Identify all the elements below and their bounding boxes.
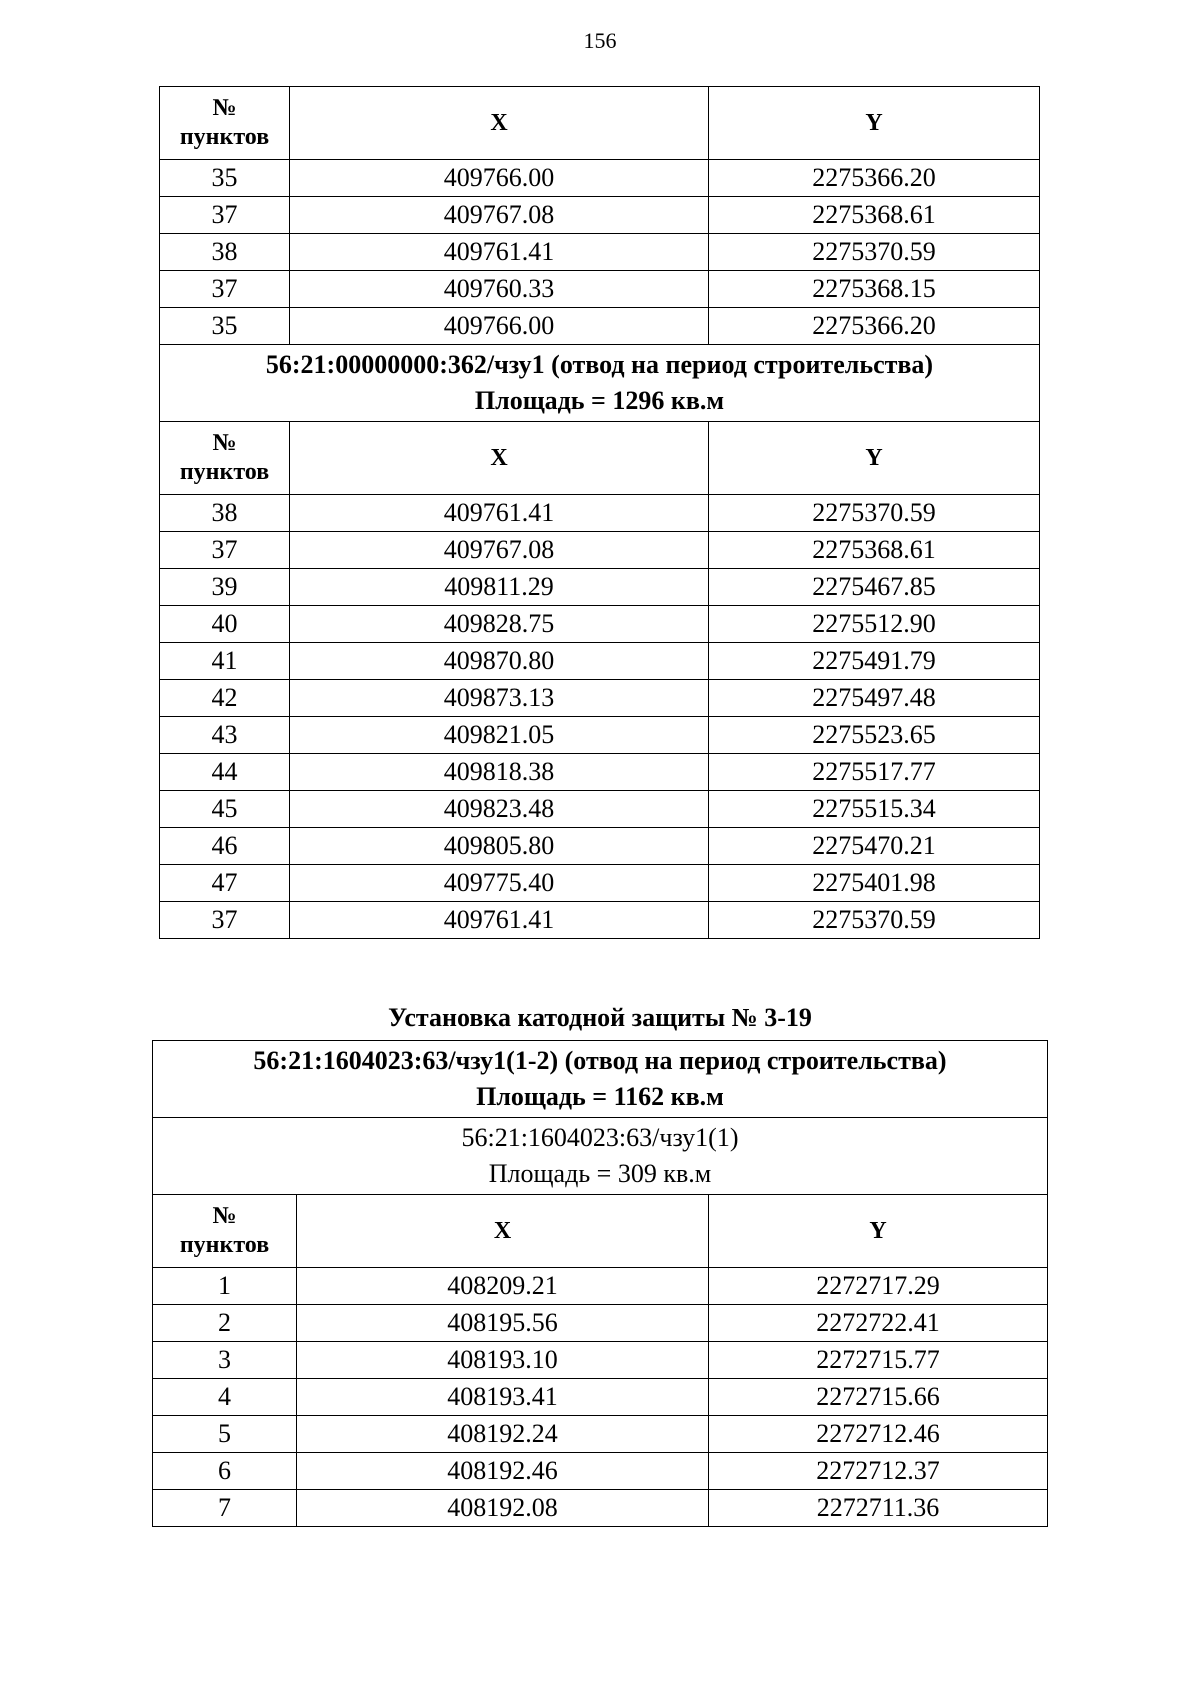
page-number: 156 bbox=[583, 28, 617, 53]
x-coordinate-cell: 409760.33 bbox=[290, 271, 709, 308]
point-number-cell: 37 bbox=[160, 271, 290, 308]
point-number-header: № пунктов bbox=[160, 422, 290, 495]
table-row bbox=[160, 865, 1040, 902]
y-coordinate-cell: 2275467.85 bbox=[709, 569, 1040, 606]
y-coordinate-cell: 2275370.59 bbox=[709, 234, 1040, 271]
table-row bbox=[160, 160, 1040, 197]
table-row bbox=[153, 1416, 1048, 1453]
section-title: 56:21:00000000:362/чзу1 (отвод на период строительства) Площадь = 1296 кв.м bbox=[160, 345, 1040, 422]
table-header-row bbox=[160, 87, 1040, 160]
x-header: X bbox=[297, 1195, 709, 1268]
y-coordinate-cell: 2272712.37 bbox=[709, 1453, 1048, 1490]
x-coordinate-cell: 409761.41 bbox=[290, 234, 709, 271]
y-header: Y bbox=[709, 87, 1040, 160]
table-row bbox=[160, 308, 1040, 345]
x-coordinate-cell: 408193.41 bbox=[297, 1379, 709, 1416]
table-row bbox=[160, 680, 1040, 717]
y-coordinate-cell: 2275517.77 bbox=[709, 754, 1040, 791]
point-number-cell: 35 bbox=[160, 160, 290, 197]
point-number-cell: 1 bbox=[153, 1268, 297, 1305]
point-number-cell: 37 bbox=[160, 532, 290, 569]
point-number-cell: 4 bbox=[153, 1379, 297, 1416]
table-row bbox=[160, 791, 1040, 828]
table-row bbox=[160, 495, 1040, 532]
table-row bbox=[160, 828, 1040, 865]
point-number-cell: 45 bbox=[160, 791, 290, 828]
table-row bbox=[160, 197, 1040, 234]
y-coordinate-cell: 2275368.61 bbox=[709, 197, 1040, 234]
table-row bbox=[153, 1305, 1048, 1342]
x-coordinate-cell: 409766.00 bbox=[290, 308, 709, 345]
point-number-cell: 2 bbox=[153, 1305, 297, 1342]
subsection-title-row bbox=[153, 1118, 1048, 1195]
y-header: Y bbox=[709, 422, 1040, 495]
x-coordinate-cell: 409870.80 bbox=[290, 643, 709, 680]
y-coordinate-cell: 2272715.77 bbox=[709, 1342, 1048, 1379]
coordinates-table-2 bbox=[152, 1040, 1048, 1527]
point-number-header: № пунктов bbox=[153, 1195, 297, 1268]
y-coordinate-cell: 2275368.15 bbox=[709, 271, 1040, 308]
y-coordinate-cell: 2275401.98 bbox=[709, 865, 1040, 902]
x-header: X bbox=[290, 87, 709, 160]
x-coordinate-cell: 409766.00 bbox=[290, 160, 709, 197]
table-row bbox=[160, 532, 1040, 569]
point-number-cell: 37 bbox=[160, 197, 290, 234]
x-coordinate-cell: 409767.08 bbox=[290, 532, 709, 569]
x-coordinate-cell: 409775.40 bbox=[290, 865, 709, 902]
y-coordinate-cell: 2275370.59 bbox=[709, 902, 1040, 939]
table-row bbox=[160, 234, 1040, 271]
table-row bbox=[153, 1490, 1048, 1527]
point-number-cell: 3 bbox=[153, 1342, 297, 1379]
y-coordinate-cell: 2275470.21 bbox=[709, 828, 1040, 865]
point-number-cell: 47 bbox=[160, 865, 290, 902]
point-number-cell: 44 bbox=[160, 754, 290, 791]
table-row bbox=[160, 643, 1040, 680]
point-number-header: № пунктов bbox=[160, 87, 290, 160]
x-coordinate-cell: 408195.56 bbox=[297, 1305, 709, 1342]
x-coordinate-cell: 409805.80 bbox=[290, 828, 709, 865]
coordinates-table-1 bbox=[159, 86, 1040, 939]
section-title-row bbox=[160, 345, 1040, 422]
point-number-cell: 38 bbox=[160, 234, 290, 271]
x-coordinate-cell: 409821.05 bbox=[290, 717, 709, 754]
x-coordinate-cell: 408192.24 bbox=[297, 1416, 709, 1453]
point-number-cell: 39 bbox=[160, 569, 290, 606]
point-number-cell: 43 bbox=[160, 717, 290, 754]
y-coordinate-cell: 2275523.65 bbox=[709, 717, 1040, 754]
point-number-cell: 5 bbox=[153, 1416, 297, 1453]
table-header-row bbox=[160, 422, 1040, 495]
table-header-row bbox=[153, 1195, 1048, 1268]
y-coordinate-cell: 2272712.46 bbox=[709, 1416, 1048, 1453]
section-heading: Установка катодной защиты № 3-19 bbox=[388, 1003, 812, 1032]
point-number-cell: 35 bbox=[160, 308, 290, 345]
x-coordinate-cell: 409818.38 bbox=[290, 754, 709, 791]
y-coordinate-cell: 2275491.79 bbox=[709, 643, 1040, 680]
x-coordinate-cell: 409873.13 bbox=[290, 680, 709, 717]
x-header: X bbox=[290, 422, 709, 495]
section-title-row bbox=[153, 1041, 1048, 1118]
point-number-cell: 7 bbox=[153, 1490, 297, 1527]
x-coordinate-cell: 409823.48 bbox=[290, 791, 709, 828]
y-coordinate-cell: 2275366.20 bbox=[709, 308, 1040, 345]
x-coordinate-cell: 409761.41 bbox=[290, 902, 709, 939]
y-coordinate-cell: 2275497.48 bbox=[709, 680, 1040, 717]
section-title: 56:21:1604023:63/чзу1(1-2) (отвод на период строительства) Площадь = 1162 кв.м bbox=[153, 1041, 1048, 1118]
y-coordinate-cell: 2272711.36 bbox=[709, 1490, 1048, 1527]
table-row bbox=[160, 271, 1040, 308]
table-row bbox=[153, 1453, 1048, 1490]
y-coordinate-cell: 2275512.90 bbox=[709, 606, 1040, 643]
x-coordinate-cell: 408209.21 bbox=[297, 1268, 709, 1305]
table-row bbox=[160, 754, 1040, 791]
x-coordinate-cell: 408192.08 bbox=[297, 1490, 709, 1527]
table-row bbox=[160, 569, 1040, 606]
y-coordinate-cell: 2272722.41 bbox=[709, 1305, 1048, 1342]
table-row bbox=[153, 1342, 1048, 1379]
table-row bbox=[160, 902, 1040, 939]
y-coordinate-cell: 2275366.20 bbox=[709, 160, 1040, 197]
point-number-cell: 41 bbox=[160, 643, 290, 680]
y-coordinate-cell: 2275370.59 bbox=[709, 495, 1040, 532]
y-coordinate-cell: 2272715.66 bbox=[709, 1379, 1048, 1416]
table-row bbox=[160, 717, 1040, 754]
x-coordinate-cell: 409767.08 bbox=[290, 197, 709, 234]
table-row bbox=[160, 606, 1040, 643]
x-coordinate-cell: 408192.46 bbox=[297, 1453, 709, 1490]
x-coordinate-cell: 409761.41 bbox=[290, 495, 709, 532]
y-header: Y bbox=[709, 1195, 1048, 1268]
point-number-cell: 46 bbox=[160, 828, 290, 865]
subsection-title: 56:21:1604023:63/чзу1(1) Площадь = 309 кв.м bbox=[153, 1118, 1048, 1195]
point-number-cell: 37 bbox=[160, 902, 290, 939]
table-row bbox=[153, 1268, 1048, 1305]
y-coordinate-cell: 2275368.61 bbox=[709, 532, 1040, 569]
point-number-cell: 6 bbox=[153, 1453, 297, 1490]
table-row bbox=[153, 1379, 1048, 1416]
x-coordinate-cell: 409828.75 bbox=[290, 606, 709, 643]
y-coordinate-cell: 2275515.34 bbox=[709, 791, 1040, 828]
point-number-cell: 42 bbox=[160, 680, 290, 717]
point-number-cell: 40 bbox=[160, 606, 290, 643]
point-number-cell: 38 bbox=[160, 495, 290, 532]
x-coordinate-cell: 408193.10 bbox=[297, 1342, 709, 1379]
y-coordinate-cell: 2272717.29 bbox=[709, 1268, 1048, 1305]
x-coordinate-cell: 409811.29 bbox=[290, 569, 709, 606]
